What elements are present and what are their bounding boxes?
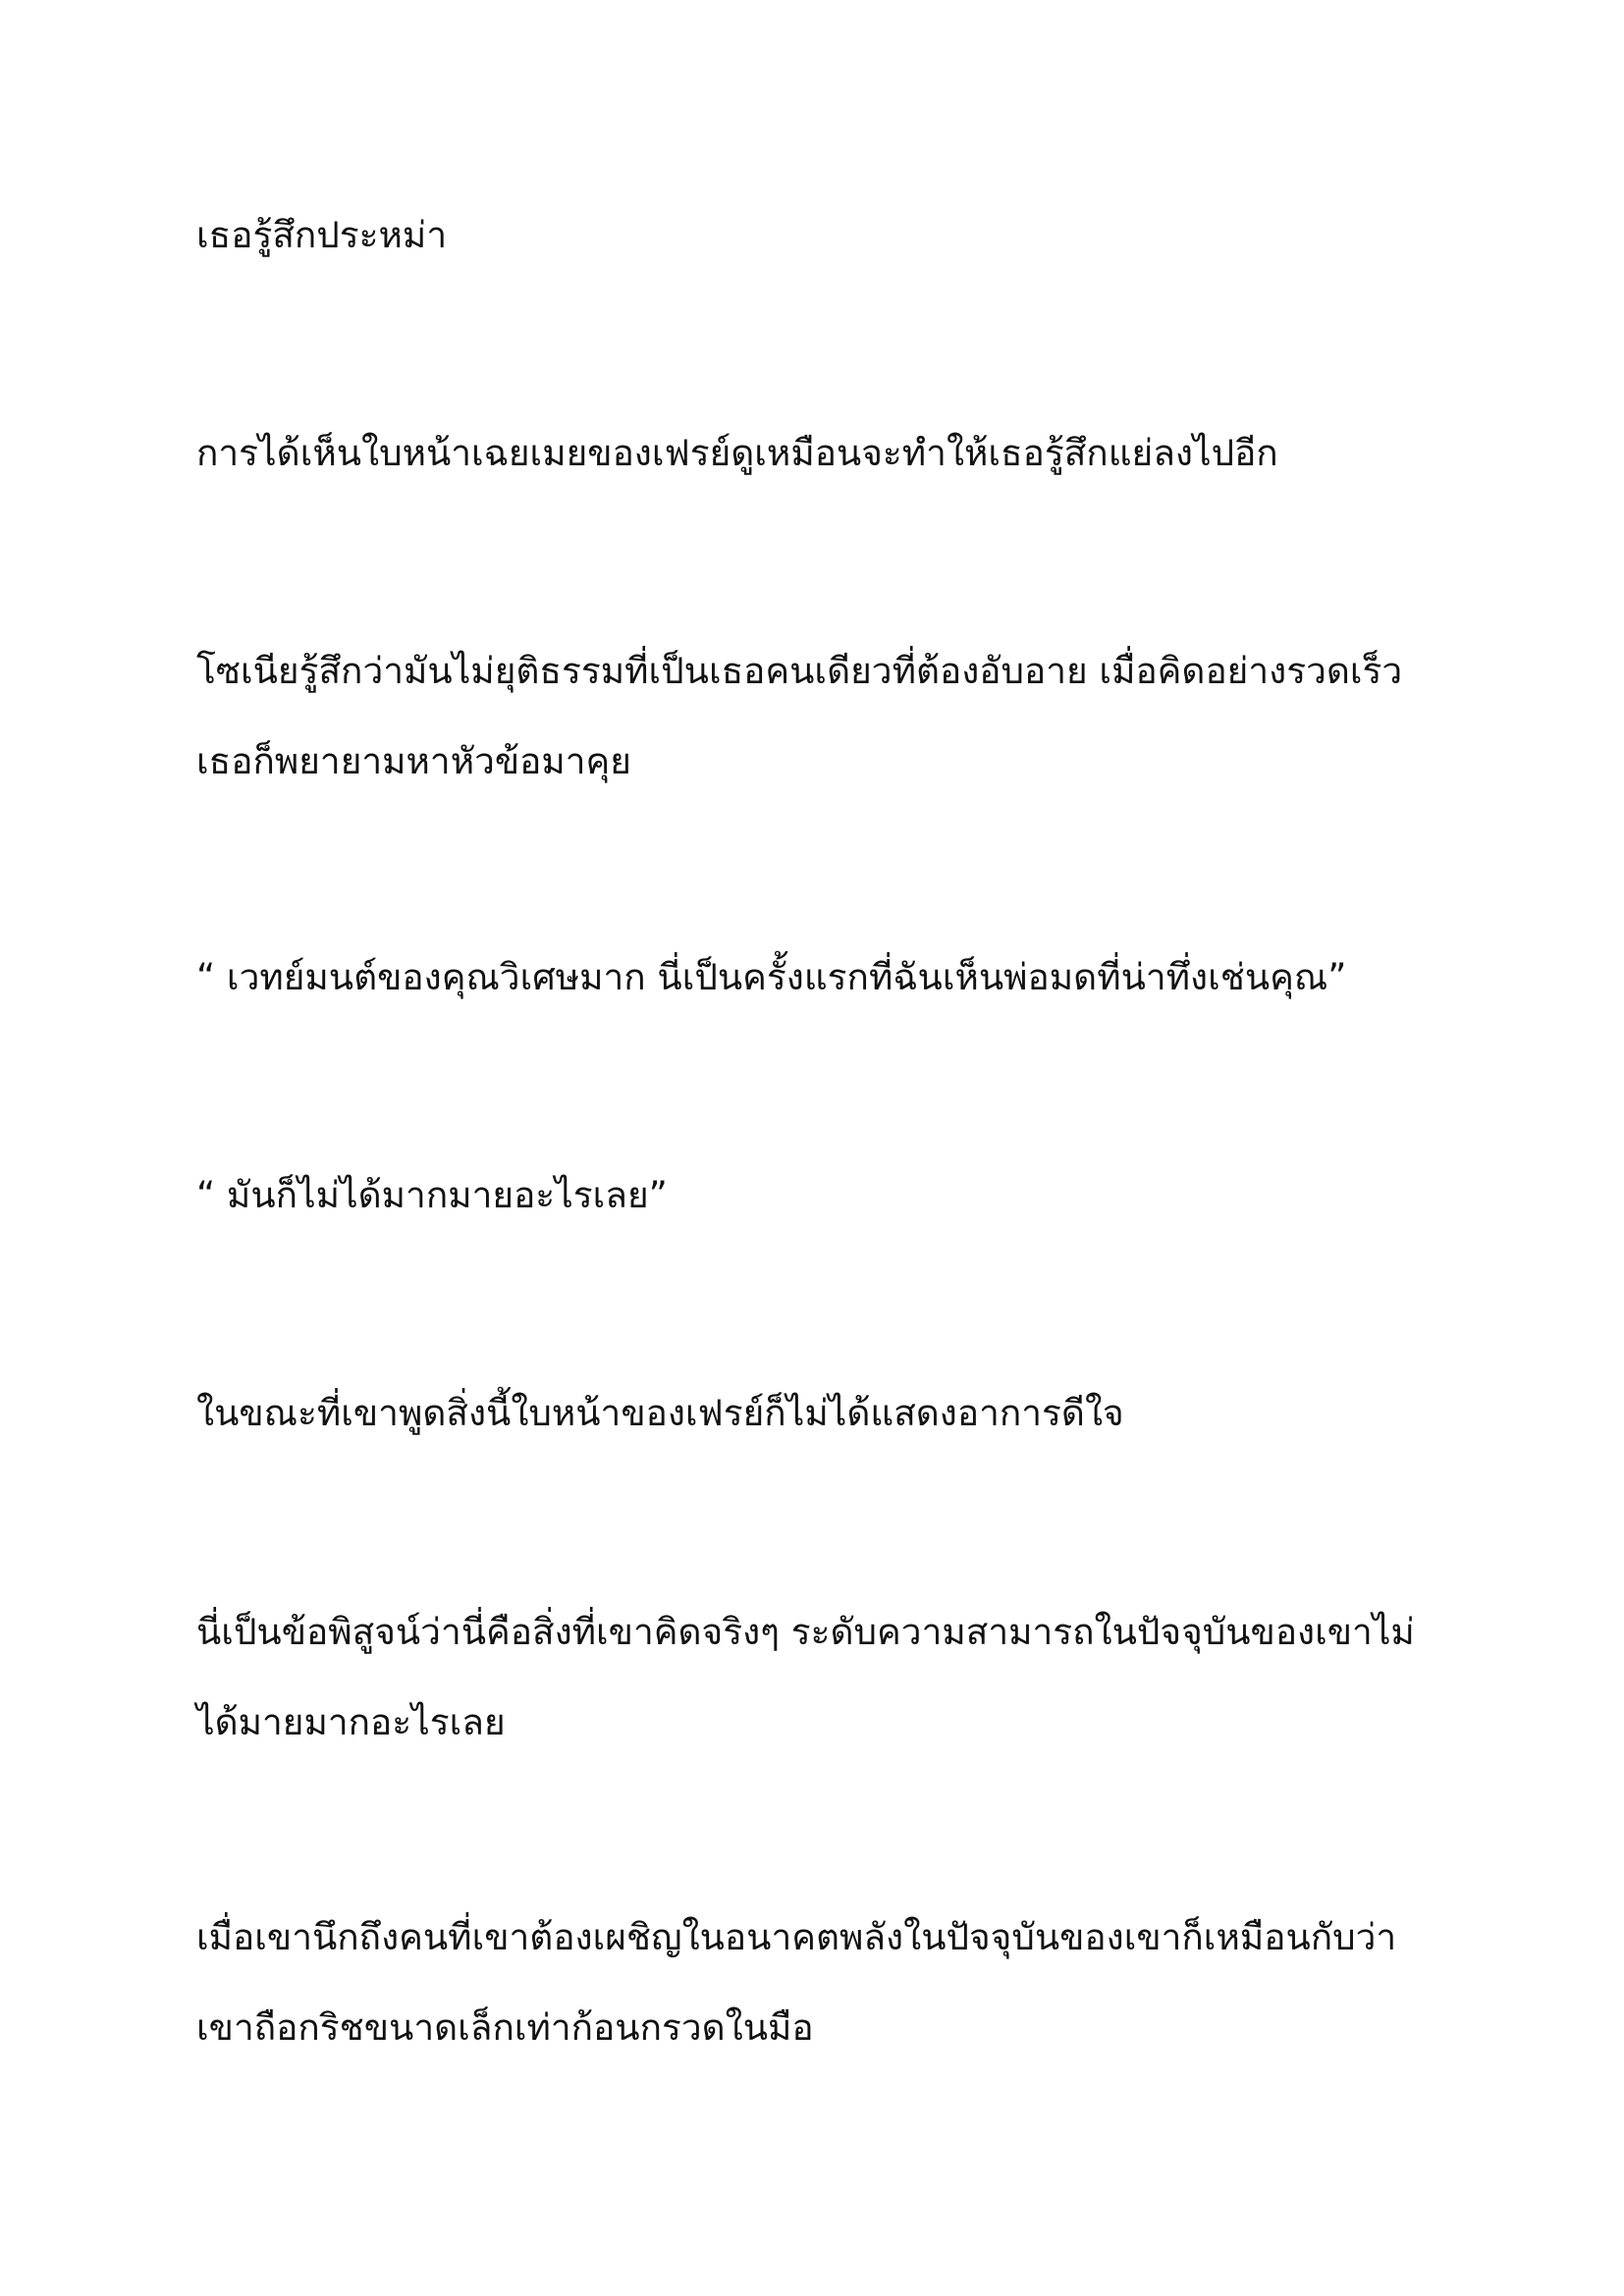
paragraph-6: ในขณะที่เขาพูดสิ่งนี้ใบหน้าของเฟรย์ก็ไม่ได้แสดงอาการดีใจ — [196, 1392, 1124, 1434]
paragraph-4-dialogue: “ เวทย์มนต์ของคุณวิเศษมาก นี่เป็นครั้งแรกที่ฉันเห็นพ่อมดที่น่าทึ่งเช่นคุณ” — [196, 956, 1347, 998]
paragraph-2: การได้เห็นใบหน้าเฉยเมยของเฟรย์ดูเหมือนจะทำให้เธอรู้สึกแย่ลงไปอีก — [196, 432, 1278, 474]
paragraph-5-dialogue: “ มันก็ไม่ได้มากมายอะไรเลย” — [196, 1174, 668, 1216]
paragraph-3: โซเนียรู้สึกว่ามันไม่ยุติธรรมที่เป็นเธอคนเดียวที่ต้องอับอาย เมื่อคิดอย่างรวดเร็วเธอก็พยายามหาหัวข้อมาคุย — [196, 650, 1403, 782]
paragraph-1: เธอรู้สึกประหม่า — [196, 214, 448, 256]
paragraph-7: นี่เป็นข้อพิสูจน์ว่านี่คือสิ่งที่เขาคิดจริงๆ ระดับความสามารถในปัจจุบันของเขาไม่ได้มายมากอะไรเลย — [196, 1611, 1415, 1743]
paragraph-8: เมื่อเขานึกถึงคนที่เขาต้องเผชิญในอนาคตพลังในปัจจุบันของเขาก็เหมือนกับว่าเขาถือกริชขนาดเล็กเท่าก้อนกรวดในมือ — [196, 1916, 1397, 2049]
